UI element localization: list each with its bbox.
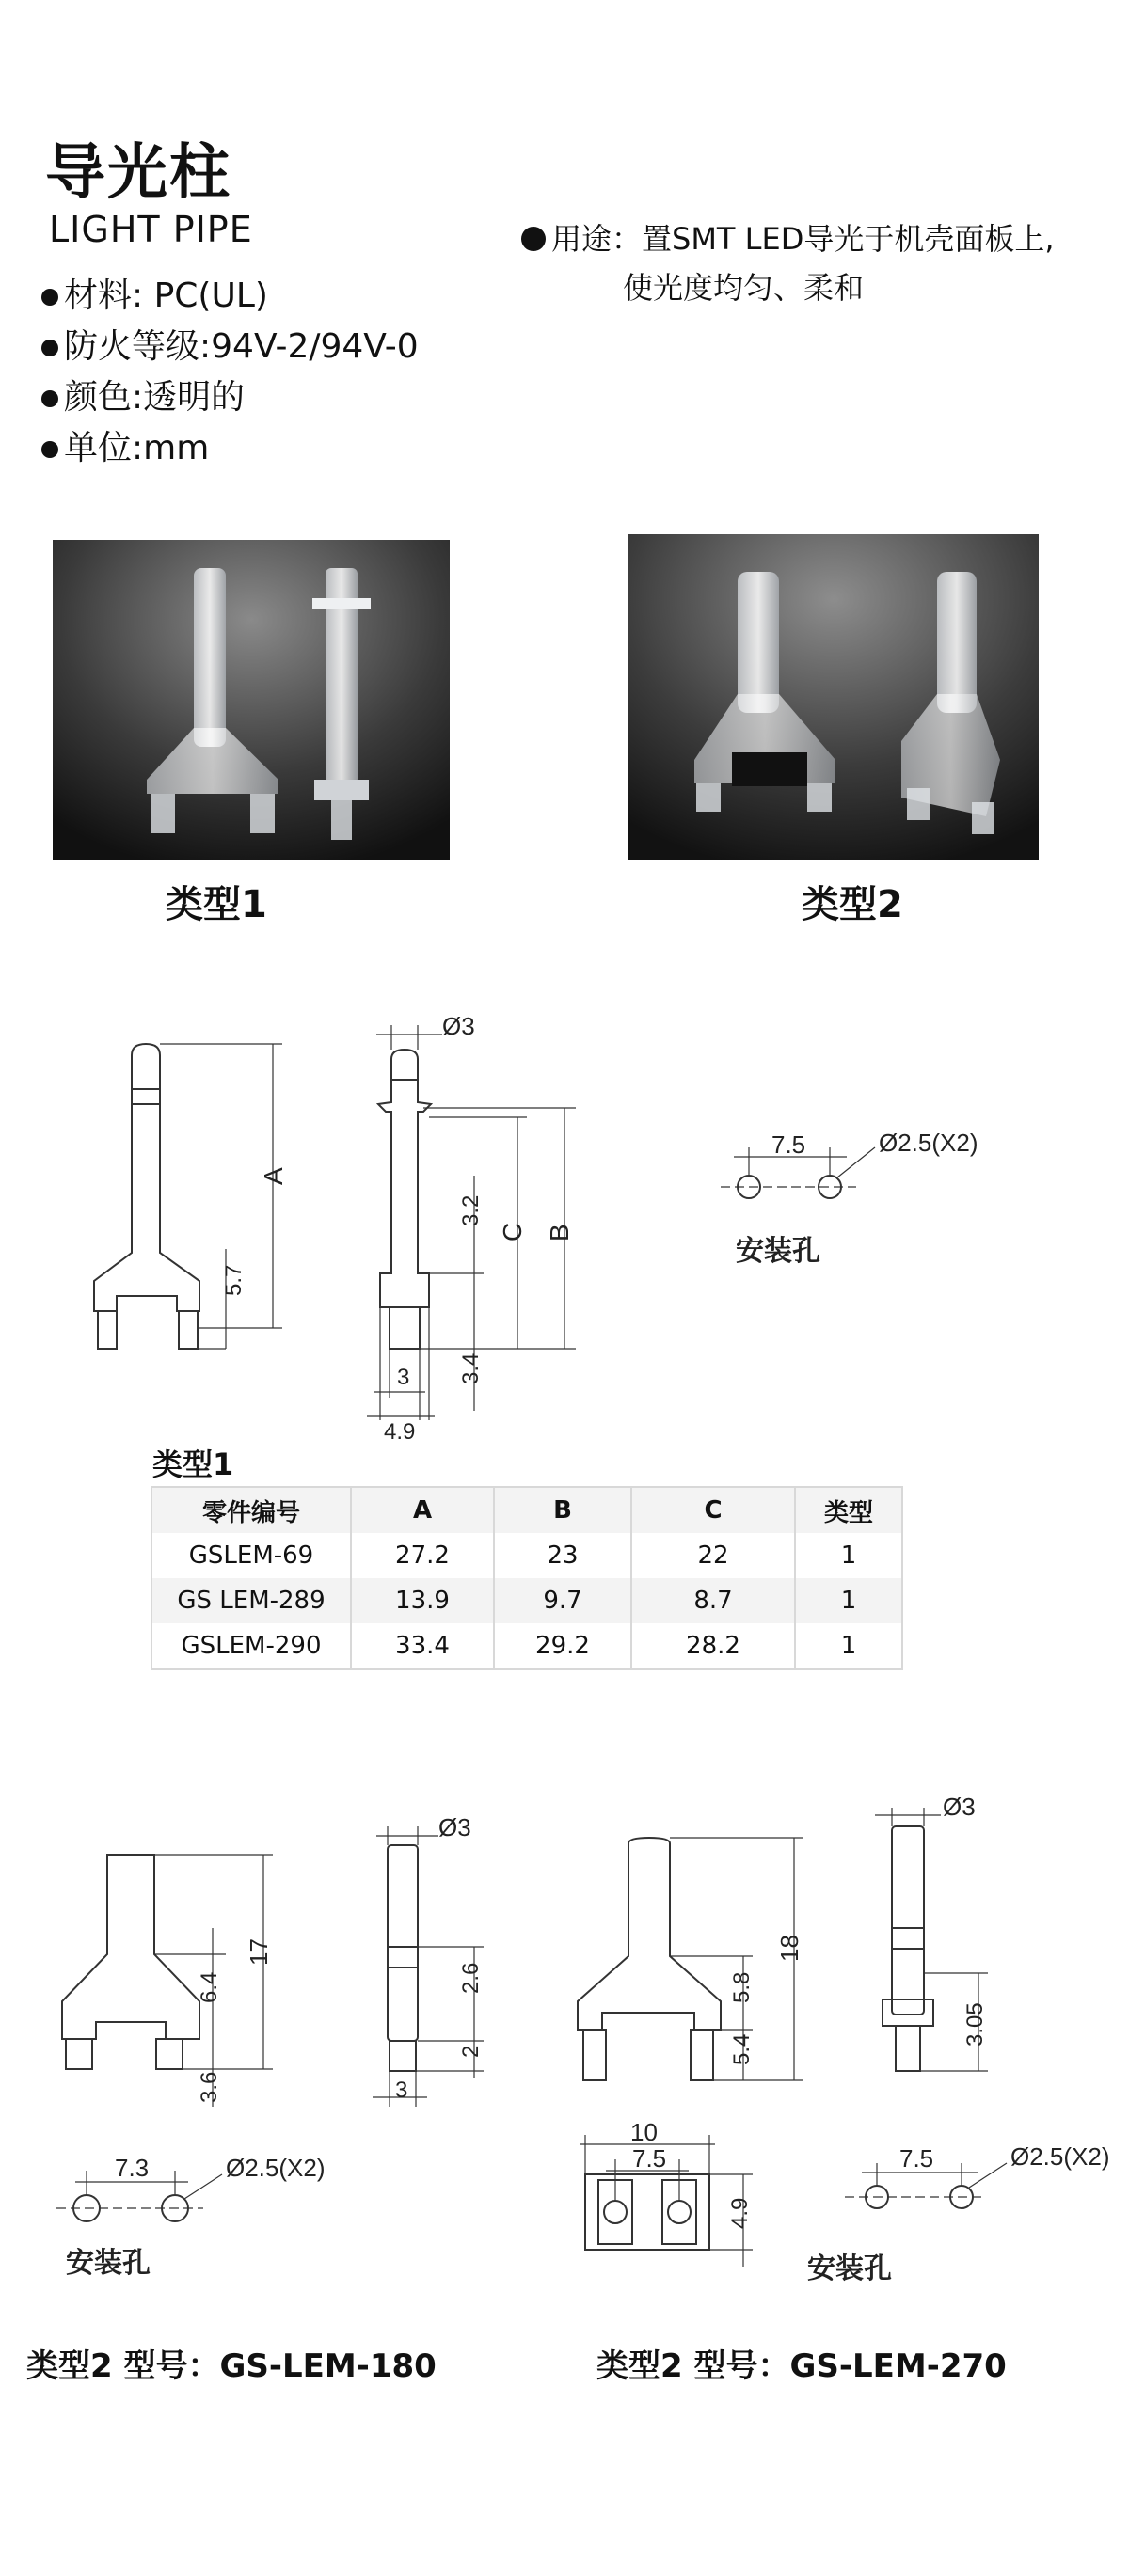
hole-diameter: Ø2.5(X2): [1010, 2142, 1110, 2171]
drawing-type2: [0, 1787, 1129, 2314]
dim-dia3: Ø3: [943, 1793, 976, 1821]
usage-text: 用途：置SMT LED导光于机壳面板上, 使光度均匀、柔和: [521, 214, 1055, 312]
dim-4.9: 4.9: [384, 1419, 416, 1439]
page-title: 导光柱: [45, 138, 231, 208]
cell: 33.4: [351, 1623, 494, 1669]
dim-5.8: 5.8: [729, 1971, 755, 2003]
spec-unit: 单位:mm: [41, 421, 209, 469]
header-C: C: [631, 1487, 795, 1533]
cell: GS LEM-289: [151, 1578, 351, 1623]
cell: GSLEM-69: [151, 1533, 351, 1578]
part-table: [151, 1486, 903, 1670]
cell: 22: [631, 1533, 795, 1578]
dim-3.2: 3.2: [458, 1194, 484, 1226]
hole-diameter: Ø2.5(X2): [226, 2154, 326, 2182]
hole-pitch: 7.3: [115, 2154, 150, 2182]
spec-color: 颜色:透明的: [41, 371, 245, 419]
spec-material: 材料: PC(UL): [41, 269, 268, 317]
cell: 27.2: [351, 1533, 494, 1578]
header-B: B: [494, 1487, 631, 1533]
header-part-no: 零件编号: [151, 1487, 351, 1533]
bullet-icon: [521, 227, 546, 251]
dim-17: 17: [245, 1938, 273, 1966]
spec-fire-rating: 防火等级:94V-2/94V-0: [41, 320, 419, 368]
dim-7.5: 7.5: [632, 2144, 667, 2173]
hole-label: 安装孔: [807, 2253, 892, 2284]
table-caption: 类型1: [152, 1446, 234, 1482]
bullet-icon: [41, 289, 58, 306]
dim-A: A: [259, 1167, 288, 1185]
cell: 1: [840, 1632, 857, 1660]
cell: 28.2: [631, 1623, 795, 1669]
dim-2.6: 2.6: [458, 1962, 484, 1994]
header-A: A: [351, 1487, 494, 1533]
photo-type1: [53, 540, 450, 860]
bullet-icon: [41, 340, 58, 356]
dim-3.4: 3.4: [458, 1352, 484, 1384]
dim-dia3: Ø3: [438, 1813, 471, 1841]
bullet-icon: [41, 441, 58, 458]
table-row: [151, 1533, 902, 1578]
bullet-icon: [41, 390, 58, 407]
hole-diameter: Ø2.5(X2): [879, 1129, 978, 1157]
dim-4.9: 4.9: [727, 2197, 753, 2229]
dim-3.05: 3.05: [962, 2002, 988, 2047]
dim-2: 2: [458, 2045, 484, 2058]
dim-3: 3: [395, 2078, 408, 2103]
cell: GSLEM-290: [151, 1623, 351, 1669]
page-subtitle: LIGHT PIPE: [49, 209, 253, 250]
cell: 8.7: [631, 1578, 795, 1623]
dim-C: C: [498, 1222, 527, 1241]
caption-type1: 类型1: [166, 883, 267, 926]
dim-6.4: 6.4: [197, 1971, 222, 2003]
hole-label: 安装孔: [66, 2248, 151, 2279]
hole-pitch: 7.5: [899, 2144, 934, 2173]
dim-18: 18: [775, 1935, 803, 1962]
table-row: [151, 1578, 902, 1623]
cell: 9.7: [494, 1578, 631, 1623]
dim-5.4: 5.4: [729, 2033, 755, 2065]
hole-label: 安装孔: [736, 1236, 820, 1267]
dim-dia3: Ø3: [442, 1012, 475, 1040]
header-type: 类型: [823, 1498, 873, 1527]
dim-5.7: 5.7: [221, 1264, 246, 1296]
table-header-row: [151, 1487, 902, 1533]
cell: 1: [840, 1587, 857, 1615]
photo-type2: [628, 534, 1039, 860]
cell: 1: [840, 1541, 857, 1570]
model-lem-180: 类型2 型号：GS-LEM-180: [26, 2347, 437, 2385]
drawing-type1: [0, 1006, 1129, 1439]
caption-type2: 类型2: [802, 883, 903, 926]
dim-B: B: [545, 1224, 574, 1241]
model-lem-270: 类型2 型号：GS-LEM-270: [596, 2347, 1007, 2385]
dim-3.6: 3.6: [197, 2071, 222, 2103]
hole-pitch: 7.5: [771, 1130, 806, 1159]
cell: 23: [494, 1533, 631, 1578]
cell: 13.9: [351, 1578, 494, 1623]
dim-3: 3: [397, 1365, 410, 1390]
table-row: [151, 1623, 902, 1669]
cell: 29.2: [494, 1623, 631, 1669]
dim-10: 10: [630, 2118, 658, 2146]
